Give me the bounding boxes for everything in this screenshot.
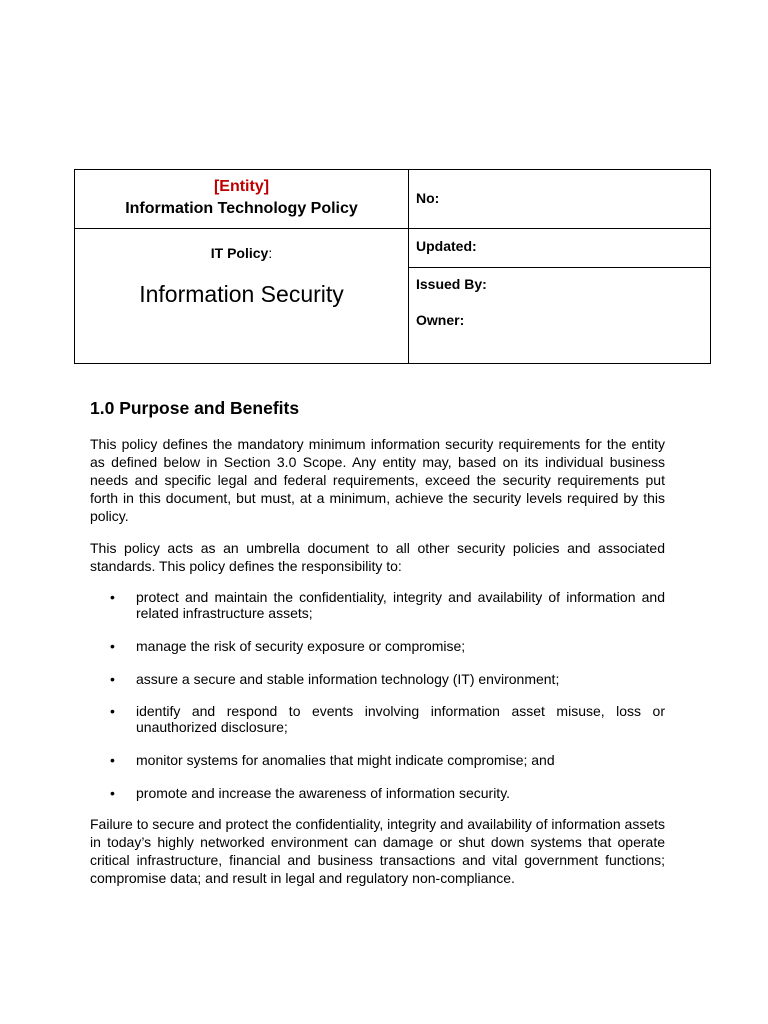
bullet-icon: • [110, 752, 115, 768]
list-item-text: assure a secure and stable information technology (IT) environment; [136, 671, 560, 687]
bullet-icon: • [110, 671, 115, 687]
updated-label: Updated: [416, 238, 477, 254]
bullet-icon: • [110, 785, 115, 801]
entity-placeholder: [Entity] [213, 178, 270, 195]
it-policy-colon: : [268, 245, 273, 261]
list-item-text: manage the risk of security exposure or compromise; [136, 638, 466, 654]
section-heading: 1.0 Purpose and Benefits [90, 398, 300, 418]
list-item-text: promote and increase the awareness of information security. [136, 785, 511, 801]
table-divider-right [408, 267, 711, 268]
bullet-icon: • [110, 589, 115, 605]
it-policy-label: IT Policy [210, 245, 269, 261]
entity-cell [75, 170, 408, 228]
no-label: No: [416, 190, 440, 206]
purpose-paragraph: This policy defines the mandatory minimum information security requirements for the entity as defined below in Section 3.0 Scope. Any entity may, based on its individual business needs and specific legal and federal requirements, exceed the security requirements put forth in this document, but must, at a minimum, achieve the security levels required by this policy. [90, 436, 665, 524]
umbrella-paragraph: This policy acts as an umbrella document to all other security policies and associated standards. This policy defines the responsibility to: [90, 540, 665, 574]
issued-by-label: Issued By: [416, 276, 487, 292]
policy-header-table [74, 169, 711, 364]
policy-title: Information Technology Policy [125, 200, 358, 217]
it-policy-line [75, 245, 408, 261]
document-title: Information Security [139, 281, 344, 307]
list-item-text: protect and maintain the confidentiality, integrity and availability of information and related infrastructure assets; [136, 589, 665, 621]
list-item-text: identify and respond to events involving information asset misuse, loss or unauthorized disclosure; [136, 703, 665, 735]
owner-label: Owner: [416, 312, 465, 328]
list-item-text: monitor systems for anomalies that might indicate compromise; and [136, 752, 555, 768]
table-divider-horizontal [75, 228, 710, 229]
failure-paragraph: Failure to secure and protect the confidentiality, integrity and availability of information assets in today’s highly networked environment can damage or shut down systems that operate critical infrastructure, financial and business transactions and vital government functions; compromise data; and result in legal and regulatory non-compliance. [90, 816, 665, 886]
bullet-icon: • [110, 703, 115, 719]
bullet-icon: • [110, 638, 115, 654]
